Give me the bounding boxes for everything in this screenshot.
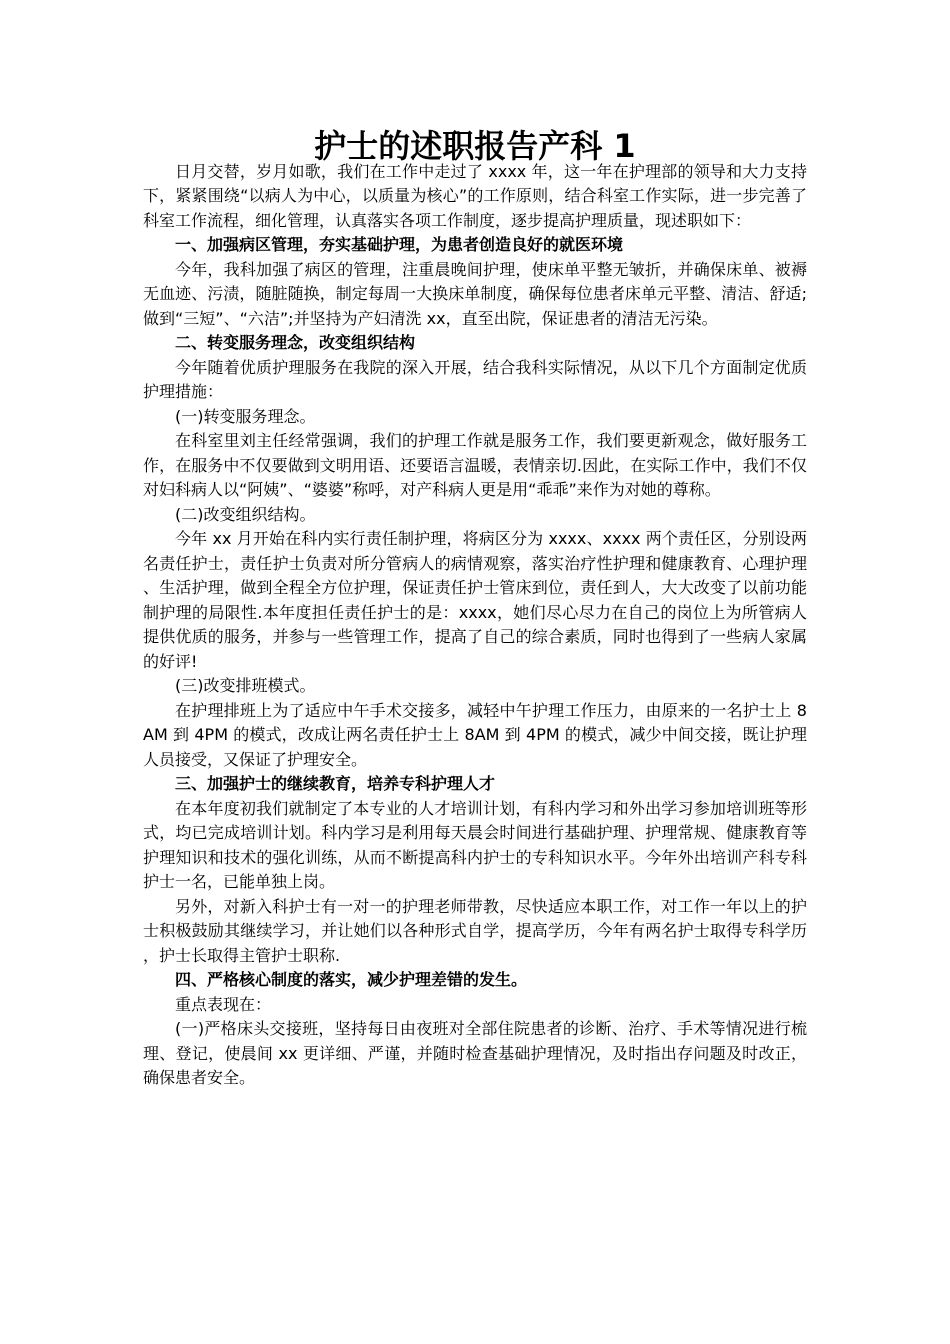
section-heading-1: 一、加强病区管理，夯实基础护理，为患者创造良好的就医环境	[175, 235, 624, 254]
body-paragraph: 另外，对新入科护士有一对一的护理老师带教，尽快适应本职工作，对工作一年以上的护士积极鼓励其继续学习，并让她们以各种形式自学，提高学历，今年有两名护士取得专科学历，护士长取得主管护士职称.	[143, 896, 807, 965]
subsection-heading: (一)转变服务理念。	[175, 406, 316, 426]
document-body	[143, 160, 807, 1091]
section-heading-3: 三、加强护士的继续教育，培养专科护理人才	[175, 774, 496, 793]
section-heading-2: 二、转变服务理念，改变组织结构	[175, 333, 416, 352]
body-paragraph: 今年随着优质护理服务在我院的深入开展，结合我科实际情况，从以下几个方面制定优质护理措施：	[143, 357, 807, 401]
subsection-heading: (三)改变排班模式。	[175, 676, 316, 695]
document-title: 护士的述职报告产科 1	[314, 127, 636, 165]
body-paragraph: 今年，我科加强了病区的管理，注重晨晚间护理，使床单平整无皱折，并确保床单、被褥无血迹、污渍，随脏随换，制定每周一大换床单制度，确保每位患者床单元平整、清洁、舒适;做到“三短”、“六洁”;并坚持为产妇清洗 xx，直至出院，保证患者的清洁无污染。	[143, 259, 807, 328]
body-paragraph: 重点表现在：	[175, 994, 272, 1014]
section-heading-4: 四、严格核心制度的落实，减少护理差错的发生。	[175, 970, 528, 989]
body-paragraph: 在科室里刘主任经常强调，我们的护理工作就是服务工作，我们要更新观念，做好服务工作，在服务中不仅要做到文明用语、还要语言温暖，表情亲切.因此，在实际工作中，我们不仅对妇科病人以“阿姨”、“婆婆”称呼，对产科病人更是用“乖乖”来作为对她的尊称。	[143, 431, 807, 499]
document-page	[143, 127, 807, 1091]
intro-paragraph: 日月交替，岁月如歌，我们在工作中走过了 xxxx 年，这一年在护理部的领导和大力支持下，紧紧围绕“以病人为中心，以质量为核心”的工作原则，结合科室工作实际，进一步完善了科室工作流程，细化管理，认真落实各项工作制度，逐步提高护理质量，现述职如下：	[143, 161, 807, 230]
body-paragraph: 今年 xx 月开始在科内实行责任制护理，将病区分为 xxxx、xxxx 两个责任区，分别设两名责任护士，责任护士负责对所分管病人的病情观察，落实治疗性护理和健康教育、心理护理、生活护理，做到全程全方位护理，保证责任护士管床到位，责任到人，大大改变了以前功能制护理的局限性.本年度担任责任护士的是：xxxx，她们尽心尽力在自己的岗位上为所管病人提供优质的服务，并参与一些管理工作，提高了自己的综合素质，同时也得到了一些病人家属的好评!	[143, 529, 807, 671]
body-paragraph: 在护理排班上为了适应中午手术交接多，减轻中午护理工作压力，由原来的一名护士上 8AM 到 4PM 的模式，改成让两名责任护士上 8AM 到 4PM 的模式，减少中间交接，既让护理人员接受，又保证了护理安全。	[143, 700, 807, 769]
body-paragraph: (一)严格床头交接班，坚持每日由夜班对全部住院患者的诊断、治疗、手术等情况进行梳理、登记，使晨间 xx 更详细、严谨，并随时检查基础护理情况，及时指出存问题及时改正，确保患者安全。	[143, 1019, 807, 1087]
subsection-heading: (二)改变组织结构。	[175, 504, 316, 524]
body-paragraph: 在本年度初我们就制定了本专业的人才培训计划，有科内学习和外出学习参加培训班等形式，均已完成培训计划。科内学习是利用每天晨会时间进行基础护理、护理常规、健康教育等护理知识和技术的强化训练，从而不断提高科内护士的专科知识水平。今年外出培训产科专科护士一名，已能单独上岗。	[143, 798, 807, 891]
